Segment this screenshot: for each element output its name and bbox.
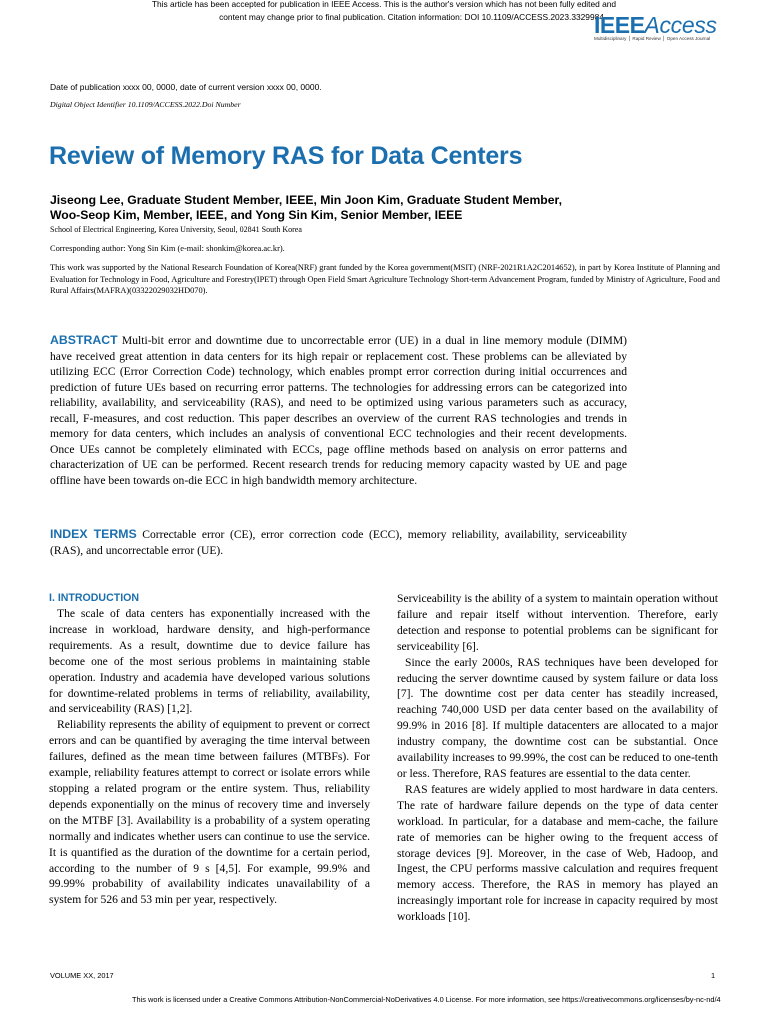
right-column <box>397 591 718 925</box>
logo-ieee-text: IEEE <box>594 12 645 38</box>
intro-paragraph-3: Serviceability is the ability of a system to maintain operation without failure and repair itself without intervention. Therefore, early detection and response to potential problems can be significant for serviceability [6]. <box>397 592 718 653</box>
ieee-access-logo[interactable] <box>594 12 718 42</box>
intro-paragraph-4: Since the early 2000s, RAS techniques have been developed for reducing the server downtime caused by system failure or data loss [7]. The downtime cost per data center has steadily increased, reaching 740,000 USD per data center based on the availability of 99.9% in 2016 [8]. If multiple datacenters are allocated to a major industry company, the downtime cost can be substantial. Once availability increases to 99.99%, the cost can be reduced to one-tenth or less. Therefore, RAS features are essential to the data center. <box>397 655 718 780</box>
author-list <box>50 193 690 223</box>
license-notice: This work is licensed under a Creative Commons Attribution-NonCommercial-NoDerivatives 4.0 License. For more information, see https://creativecommons.org/licenses/by-nc-nd/4 <box>132 995 721 1004</box>
index-terms-text: Correctable error (CE), error correction code (ECC), memory reliability, availability, serviceability (RAS), and uncorrectable error (UE). <box>50 528 627 557</box>
logo-tagline: Multidisciplinary ⎪ Rapid Review ⎪ Open Access Journal <box>594 36 711 41</box>
acceptance-notice-line-1: This article has been accepted for publication in IEEE Access. This is the author's version which has not been fully edited and <box>151 0 617 9</box>
section-heading-introduction: I. INTRODUCTION <box>49 592 140 604</box>
abstract <box>50 333 627 488</box>
volume-footer: VOLUME XX, 2017 <box>50 971 114 980</box>
page-number: 1 <box>711 971 716 980</box>
funding-statement: This work was supported by the National Research Foundation of Korea(NRF) grant funded by the Korea government(MSIT) (NRF-2021R1A2C2014652), in part by Korea Institute of Planning and Evaluation for Technology in Food, Agriculture and Forestry(IPET) through Open Field Smart Agriculture Technology Short-term Advancement Program, funded by Ministry of Agriculture, Food and Rural Affairs(MAFRA)(03322029032HD070). <box>50 263 720 295</box>
abstract-label: ABSTRACT <box>50 333 118 347</box>
paper-title: Review of Memory RAS for Data Centers <box>49 142 523 170</box>
author-line-1: Jiseong Lee, Graduate Student Member, IEEE, Min Joon Kim, Graduate Student Member, <box>50 193 562 207</box>
doi-line: Digital Object Identifier 10.1109/ACCESS.2022.Doi Number <box>50 100 241 109</box>
author-line-2: Woo-Seop Kim, Member, IEEE, and Yong Sin Kim, Senior Member, IEEE <box>50 208 463 222</box>
intro-paragraph-5: RAS features are widely applied to most hardware in data centers. The rate of hardware failure depends on the type of data center workload. In particular, for a database and mem-cache, the failure rate of memories can be higher owing to the frequent access of storage devices [9]. Moreover, in the case of Web, Hadoop, and Ingest, the CPU performs massive calculation and requires frequent memory access. Therefore, the RAS in memory has played an increasingly important role for increase in capacity required by most workloads [10]. <box>397 782 718 924</box>
intro-paragraph-1: The scale of data centers has exponentially increased with the increase in workload, hardware density, and high-performance requirements. As a result, downtime due to device failure has become one of the most serious problems in maintaining stable operation. Industry and academia have developed various solutions for downtime-related problems in terms of reliability, availability, and serviceability (RAS) [1,2]. <box>49 607 370 716</box>
left-column <box>49 591 370 908</box>
publication-date: Date of publication xxxx 00, 0000, date of current version xxxx 00, 0000. <box>50 82 322 92</box>
affiliation: School of Electrical Engineering, Korea University, Seoul, 02841 South Korea <box>50 225 302 234</box>
abstract-text: Multi-bit error and downtime due to uncorrectable error (UE) in a dual in line memory module (DIMM) have received great attention in data centers for its high repair or replacement cost. These problems can be alleviated by utilizing ECC (Error Correction Code) technology, which enables prompt error correction during initial occurrences and prediction of future UEs based on recurring error patterns. The technologies for addressing errors can be categorized into reliability, availability, and serviceability (RAS), and need to be optimized using various parameters such as accuracy, recall, F-measures, and cost reduction. This paper describes an overview of the current RAS technologies and trends in memory for data centers, which includes an analysis of conventional ECC technologies and their recent developments. Once UEs cannot be completely eliminated with ECCs, page offline methods based on analysis on error patterns and characterization of UE can be performed. Recent research trends for reducing memory capacity wasted by UE and page offline have been towards on-die ECC in high bandwidth memory architecture. <box>50 334 627 487</box>
acceptance-notice-line-2: content may change prior to final publication. Citation information: DOI 10.1109/ACCESS.2023.3329984 <box>219 12 604 22</box>
corresponding-author: Corresponding author: Yong Sin Kim (e-mail: shonkim@korea.ac.kr). <box>50 244 285 253</box>
index-terms <box>50 527 627 558</box>
intro-paragraph-2: Reliability represents the ability of equipment to prevent or correct errors and can be quantified by averaging the time interval between failures, defined as the mean time between failures (MTBFs). For example, reliability features attempt to correct or isolate errors while stopping a related program or the entire system. Thus, reliability depends exponentially on the minus of recovery time and inversely on the MTBF [3]. Availability is a probability of a system operating normally and indicates whether users can continue to use the service. It is quantified as the duration of the downtime for a certain period, according to the number of 9 s [4,5]. For example, 99.9% and 99.99% probability of availability indicates unavailability of a system for 526 and 53 min per year, respectively. <box>49 718 370 907</box>
index-terms-label: INDEX TERMS <box>50 527 137 541</box>
logo-access-text: Access <box>644 12 717 38</box>
